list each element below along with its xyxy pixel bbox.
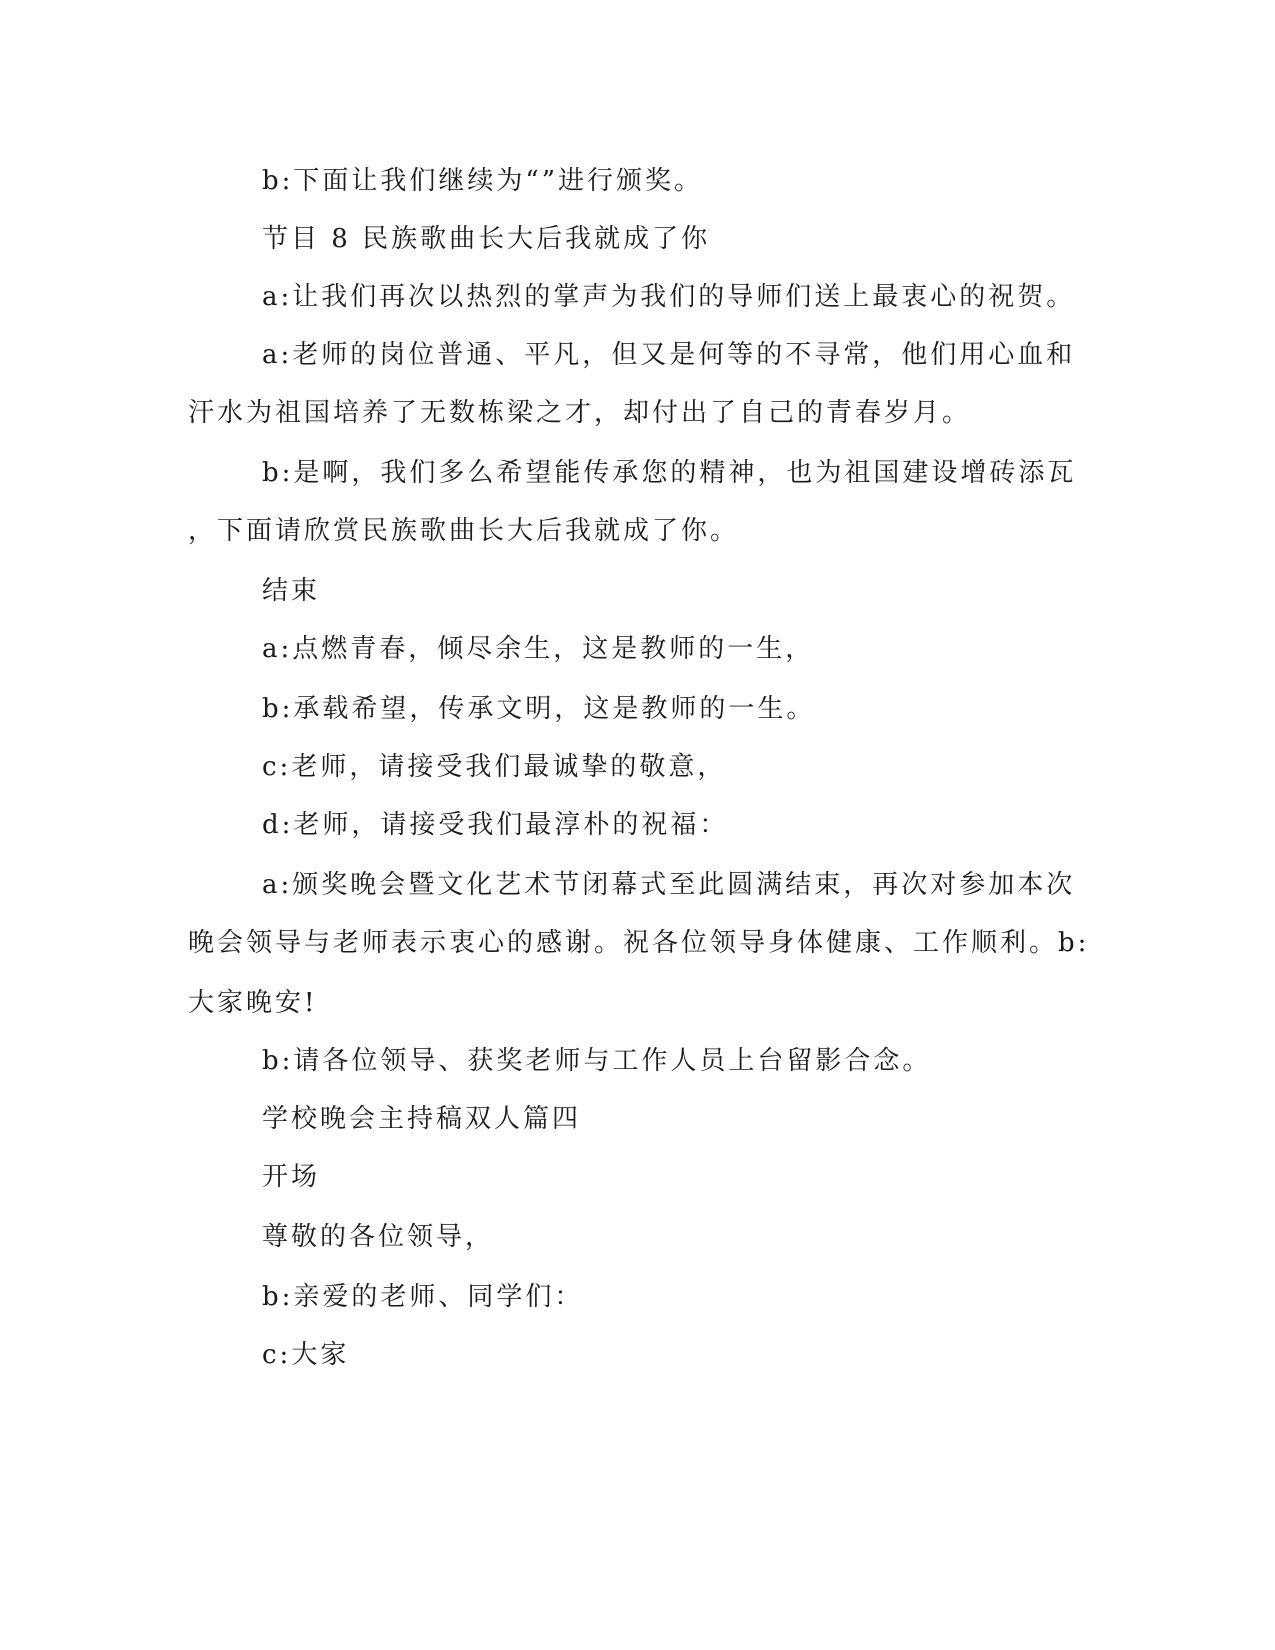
section-heading-program-8: 节目 8 民族歌曲长大后我就成了你 (262, 224, 711, 254)
paragraph-line: c:老师，请接受我们最诚挚的敬意， (262, 752, 727, 782)
paragraph-line: 大家晚安! (188, 988, 318, 1018)
paragraph-line: 尊敬的各位领导， (262, 1222, 495, 1252)
paragraph-line: 汗水为祖国培养了无数栋梁之才，却付出了自己的青春岁月。 (188, 398, 972, 428)
section-heading-part-four: 学校晚会主持稿双人篇四 (262, 1104, 582, 1134)
paragraph-line: a:颁奖晚会暨文化艺术节闭幕式至此圆满结束，再次对参加本次 (262, 870, 1076, 900)
paragraph-line: b:请各位领导、获奖老师与工作人员上台留影合念。 (262, 1046, 932, 1076)
paragraph-line: d:老师，请接受我们最淳朴的祝福： (262, 810, 729, 840)
paragraph-line: a:让我们再次以热烈的掌声为我们的导师们送上最衷心的祝贺。 (262, 282, 1076, 312)
section-heading-ending: 结束 (262, 576, 321, 606)
paragraph-line: b:是啊，我们多么希望能传承您的精神，也为祖国建设增砖添瓦 (262, 458, 1077, 488)
paragraph-line: b:亲爱的老师、同学们： (262, 1282, 584, 1312)
section-heading-opening: 开场 (262, 1162, 321, 1192)
paragraph-line: c:大家 (262, 1340, 350, 1370)
paragraph-line: b:下面让我们继续为“”进行颁奖。 (262, 166, 703, 196)
paragraph-line: 晚会领导与老师表示衷心的感谢。祝各位领导身体健康、工作顺利。b: (188, 928, 1090, 958)
paragraph-line: a:点燃青春，倾尽余生，这是教师的一生， (262, 634, 815, 664)
paragraph-line: a:老师的岗位普通、平凡，但又是何等的不寻常，他们用心血和 (262, 340, 1076, 370)
paragraph-line: b:承载希望，传承文明，这是教师的一生。 (262, 694, 816, 724)
paragraph-line: ，下面请欣赏民族歌曲长大后我就成了你。 (188, 516, 740, 546)
